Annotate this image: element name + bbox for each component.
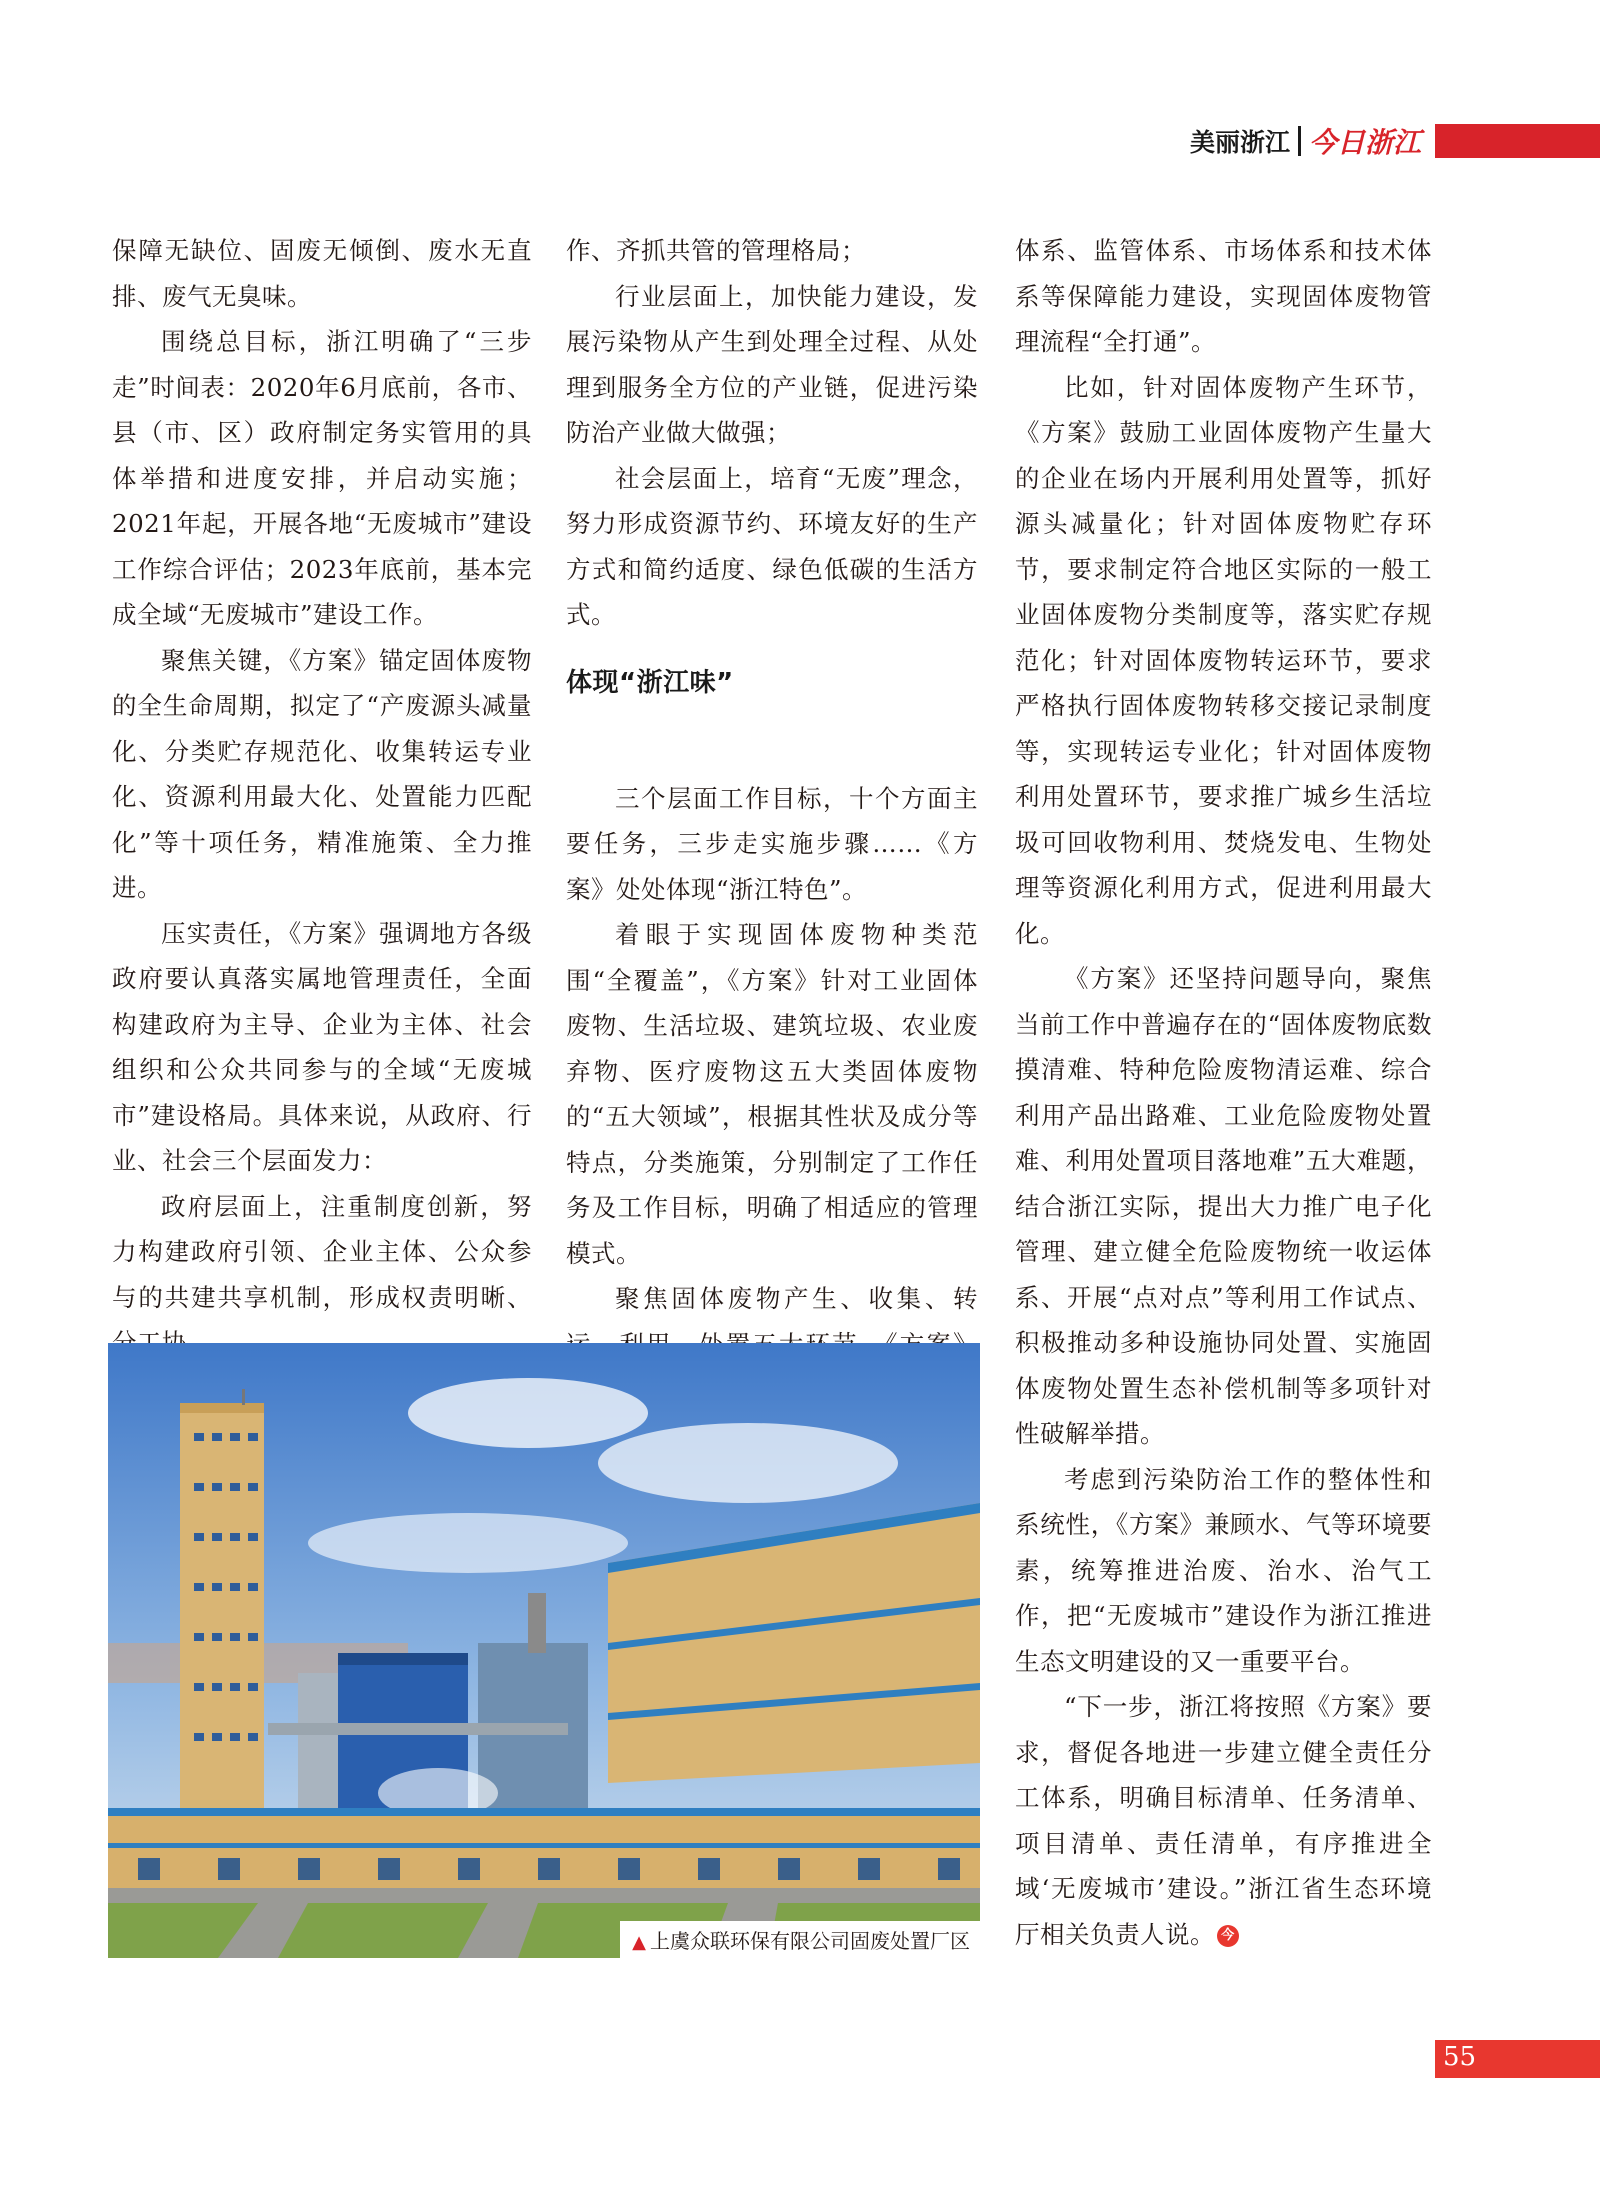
paragraph: 社会层面上，培育“无废”理念，努力形成资源节约、环境友好的生产方式和简约适度、绿色低碳的生活方式。	[566, 463, 978, 629]
closing-text: “下一步，浙江将按照《方案》要求，督促各地进一步建立健全责任分工体系，明确目标清单、任务清单、项目清单、责任清单，有序推进全域‘无废城市’建设。”浙江省生态环境厅相关负责人说。	[1015, 1692, 1432, 1949]
text-column-2	[566, 228, 978, 1458]
end-mark-icon: 今	[1217, 1925, 1239, 1947]
caption-marker-icon: ▲	[632, 1932, 646, 1953]
section-title: 美丽浙江	[1189, 128, 1290, 157]
factory-photo	[108, 1343, 980, 1958]
text-column-1	[112, 228, 532, 1366]
paragraph: 《方案》还坚持问题导向，聚焦当前工作中普遍存在的“固体废物底数摸清难、特种危险废物清运难、综合利用产品出路难、工业危险废物处置难、利用处置项目落地难”五大难题，结合浙江实际，提出大力推广电子化管理、建立健全危险废物统一收运体系、开展“点对点”等利用工作试点、积极推动多种设施协同处置、实施固体废物处置生态补偿机制等多项针对性破解举措。	[1015, 964, 1432, 1448]
magazine-logo: 今日浙江	[1308, 126, 1421, 159]
section-subheading: 体现“浙江味”	[566, 667, 734, 698]
paragraph: 体系、监管体系、市场体系和技术体系等保障能力建设，实现固体废物管理流程“全打通”。	[1015, 236, 1432, 356]
paragraph: 考虑到污染防治工作的整体性和系统性，《方案》兼顾水、气等环境要素，统筹推进治废、治水、治气工作，把“无废城市”建设作为浙江推进生态文明建设的又一重要平台。	[1015, 1464, 1432, 1676]
paragraph: 保障无缺位、固废无倾倒、废水无直排、废气无臭味。	[112, 236, 532, 311]
paragraph: 作、齐抓共管的管理格局；	[566, 236, 866, 265]
header-divider	[1298, 126, 1301, 156]
page-header	[1190, 124, 1600, 158]
photo-caption	[620, 1921, 980, 1958]
factory-illustration	[108, 1343, 980, 1958]
paragraph: 比如，针对固体废物产生环节，《方案》鼓励工业固体废物产生量大的企业在场内开展利用处置等，抓好源头减量化；针对固体废物贮存环节，要求制定符合地区实际的一般工业固体废物分类制度等，落实贮存规范化；针对固体废物转运环节，要求严格执行固体废物转移交接记录制度等，实现转运专业化；针对固体废物利用处置环节，要求推广城乡生活垃圾可回收物利用、焚烧发电、生物处理等资源化利用方式，促进利用最大化。	[1015, 372, 1432, 948]
paragraph: 围绕总目标，浙江明确了“三步走”时间表：2020年6月底前，各市、县（市、区）政府制定务实管用的具体举措和进度安排，并启动实施；2021年起，开展各地“无废城市”建设工作综合评估；2023年底前，基本完成全域“无废城市”建设工作。	[112, 327, 532, 629]
paragraph: 三个层面工作目标，十个方面主要任务，三步走实施步骤……《方案》处处体现“浙江特色”。	[566, 783, 978, 904]
caption-text: 上虞众联环保有限公司固废处置厂区	[650, 1929, 970, 1953]
header-red-bar	[1435, 124, 1600, 158]
text-column-3	[1015, 228, 1432, 1957]
paragraph: 聚焦固体废物产生、收集、转	[615, 1284, 978, 1313]
page-number: 55	[1443, 2042, 1477, 2072]
paragraph-last	[1015, 1684, 1432, 1957]
page-number-bar	[1435, 2040, 1600, 2078]
paragraph: 压实责任，《方案》强调地方各级政府要认真落实属地管理责任，全面构建政府为主导、企业为主体、社会组织和公众共同参与的全域“无废城市”建设格局。具体来说，从政府、行业、社会三个层面发力：	[112, 918, 532, 1175]
paragraph: 行业层面上，加快能力建设，发展污染物从产生到处理全过程、从处理到服务全方位的产业链，促进污染防治产业做大做强；	[566, 281, 978, 447]
paragraph: 政府层面上，注重制度创新，努力构建政府引领、企业主体、公众参与的共建共享机制，形成权责明晰、	[112, 1191, 532, 1312]
paragraph: 聚焦关键，《方案》锚定固体废物的全生命周期，拟定了“产废源头减量化、分类贮存规范化、收集转运专业化、资源利用最大化、处置能力匹配化”等十项任务，精准施策、全力推进。	[112, 645, 532, 902]
paragraph: 着眼于实现固体废物种类范围“全覆盖”，《方案》针对工业固体废物、生活垃圾、建筑垃圾、农业废弃物、医疗废物这五大类固体废物的“五大领域”，根据其性状及成分等特点，分类施策，分别制定了工作任务及工作目标，明确了相适应的管理模式。	[566, 920, 978, 1268]
